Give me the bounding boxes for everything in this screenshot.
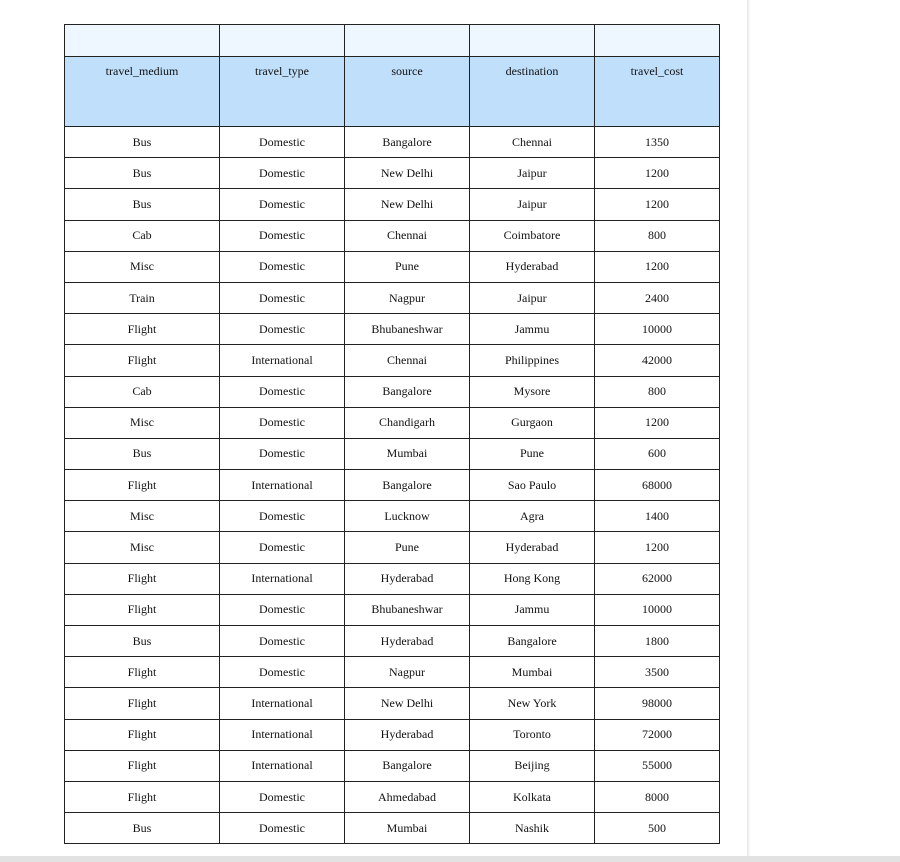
cell-source: Bangalore xyxy=(345,750,470,781)
cell-travel-type: Domestic xyxy=(220,501,345,532)
cell-source: Nagpur xyxy=(345,282,470,313)
cell-travel-medium: Bus xyxy=(65,438,220,469)
cell-travel-cost: 1400 xyxy=(595,501,720,532)
cell-travel-medium: Flight xyxy=(65,563,220,594)
cell-destination: Mysore xyxy=(470,376,595,407)
cell-source: New Delhi xyxy=(345,688,470,719)
cell-travel-type: Domestic xyxy=(220,813,345,844)
cell-travel-type: Domestic xyxy=(220,657,345,688)
cell-source: Lucknow xyxy=(345,501,470,532)
travel-table xyxy=(64,24,720,844)
cell-travel-cost: 1200 xyxy=(595,407,720,438)
table-row xyxy=(65,501,720,532)
cell-destination: Hyderabad xyxy=(470,532,595,563)
table-row xyxy=(65,127,720,158)
table-row xyxy=(65,189,720,220)
cell-travel-cost: 72000 xyxy=(595,719,720,750)
cell-travel-medium: Cab xyxy=(65,220,220,251)
cell-travel-cost: 1200 xyxy=(595,532,720,563)
bottom-scroll-strip xyxy=(0,856,900,862)
cell-destination: Bangalore xyxy=(470,626,595,657)
cell-source: New Delhi xyxy=(345,189,470,220)
cell-source: Bhubaneshwar xyxy=(345,594,470,625)
cell-destination: Hyderabad xyxy=(470,251,595,282)
cell-travel-medium: Bus xyxy=(65,158,220,189)
table-row xyxy=(65,470,720,501)
table-row xyxy=(65,719,720,750)
cell-travel-cost: 800 xyxy=(595,220,720,251)
cell-travel-type: Domestic xyxy=(220,282,345,313)
cell-destination: Agra xyxy=(470,501,595,532)
cell-source: Hyderabad xyxy=(345,626,470,657)
table-row xyxy=(65,407,720,438)
cell-travel-cost: 8000 xyxy=(595,781,720,812)
cell-travel-medium: Flight xyxy=(65,657,220,688)
cell-destination: Toronto xyxy=(470,719,595,750)
cell-travel-cost: 42000 xyxy=(595,345,720,376)
cell-source: Hyderabad xyxy=(345,563,470,594)
cell-source: Mumbai xyxy=(345,813,470,844)
cell-destination: Jammu xyxy=(470,314,595,345)
cell-source: Pune xyxy=(345,532,470,563)
cell-destination: Nashik xyxy=(470,813,595,844)
cell-travel-type: Domestic xyxy=(220,376,345,407)
cell-travel-type: International xyxy=(220,688,345,719)
cell-travel-cost: 500 xyxy=(595,813,720,844)
cell-source: New Delhi xyxy=(345,158,470,189)
cell-source: Bangalore xyxy=(345,470,470,501)
table-row xyxy=(65,314,720,345)
cell-travel-type: International xyxy=(220,345,345,376)
cell-destination: Mumbai xyxy=(470,657,595,688)
table-row xyxy=(65,158,720,189)
cell-travel-type: Domestic xyxy=(220,220,345,251)
table-row xyxy=(65,532,720,563)
cell-travel-type: International xyxy=(220,470,345,501)
cell-travel-type: Domestic xyxy=(220,158,345,189)
cell-travel-type: Domestic xyxy=(220,594,345,625)
column-header-travel-type: travel_type xyxy=(220,57,345,127)
cell-travel-cost: 1200 xyxy=(595,251,720,282)
table-row xyxy=(65,251,720,282)
cell-travel-medium: Misc xyxy=(65,532,220,563)
cell-travel-medium: Flight xyxy=(65,781,220,812)
cell-travel-medium: Flight xyxy=(65,594,220,625)
table-row xyxy=(65,563,720,594)
cell-travel-medium: Flight xyxy=(65,345,220,376)
cell-travel-medium: Flight xyxy=(65,719,220,750)
cell-destination: Jaipur xyxy=(470,189,595,220)
cell-source: Bangalore xyxy=(345,127,470,158)
cell-source: Nagpur xyxy=(345,657,470,688)
cell-travel-cost: 1200 xyxy=(595,189,720,220)
column-header-travel-cost: travel_cost xyxy=(595,57,720,127)
cell-travel-medium: Flight xyxy=(65,470,220,501)
table-row xyxy=(65,657,720,688)
cell-source: Chandigarh xyxy=(345,407,470,438)
table-row xyxy=(65,813,720,844)
cell-destination: Chennai xyxy=(470,127,595,158)
cell-travel-medium: Train xyxy=(65,282,220,313)
cell-travel-type: Domestic xyxy=(220,532,345,563)
table-row xyxy=(65,626,720,657)
cell-destination: Gurgaon xyxy=(470,407,595,438)
table-row xyxy=(65,282,720,313)
cell-destination: Jaipur xyxy=(470,158,595,189)
cell-travel-medium: Flight xyxy=(65,750,220,781)
cell-travel-medium: Misc xyxy=(65,501,220,532)
cell-destination: Kolkata xyxy=(470,781,595,812)
table-row xyxy=(65,750,720,781)
cell-travel-cost: 55000 xyxy=(595,750,720,781)
table-row xyxy=(65,594,720,625)
cell-travel-cost: 800 xyxy=(595,376,720,407)
cell-travel-cost: 98000 xyxy=(595,688,720,719)
cell-travel-medium: Flight xyxy=(65,688,220,719)
cell-travel-type: International xyxy=(220,563,345,594)
cell-travel-medium: Bus xyxy=(65,813,220,844)
table-row xyxy=(65,345,720,376)
cell-source: Pune xyxy=(345,251,470,282)
cell-travel-cost: 68000 xyxy=(595,470,720,501)
page-edge-shadow xyxy=(747,0,751,856)
cell-destination: New York xyxy=(470,688,595,719)
cell-travel-medium: Misc xyxy=(65,251,220,282)
cell-travel-medium: Bus xyxy=(65,189,220,220)
cell-travel-type: International xyxy=(220,719,345,750)
cell-destination: Hong Kong xyxy=(470,563,595,594)
blank-row xyxy=(65,25,720,57)
column-header-destination: destination xyxy=(470,57,595,127)
cell-source: Mumbai xyxy=(345,438,470,469)
cell-destination: Pune xyxy=(470,438,595,469)
cell-travel-type: International xyxy=(220,750,345,781)
cell-travel-cost: 1350 xyxy=(595,127,720,158)
cell-travel-type: Domestic xyxy=(220,407,345,438)
cell-travel-medium: Flight xyxy=(65,314,220,345)
cell-source: Hyderabad xyxy=(345,719,470,750)
cell-travel-medium: Cab xyxy=(65,376,220,407)
cell-travel-medium: Misc xyxy=(65,407,220,438)
table-body xyxy=(65,127,720,844)
blank-cell xyxy=(220,25,345,57)
cell-travel-type: Domestic xyxy=(220,127,345,158)
cell-travel-cost: 3500 xyxy=(595,657,720,688)
blank-cell xyxy=(470,25,595,57)
header-row xyxy=(65,57,720,127)
cell-destination: Coimbatore xyxy=(470,220,595,251)
cell-travel-cost: 1800 xyxy=(595,626,720,657)
cell-destination: Sao Paulo xyxy=(470,470,595,501)
cell-travel-medium: Bus xyxy=(65,626,220,657)
cell-travel-cost: 10000 xyxy=(595,594,720,625)
cell-destination: Jaipur xyxy=(470,282,595,313)
cell-travel-cost: 1200 xyxy=(595,158,720,189)
table-row xyxy=(65,688,720,719)
cell-source: Ahmedabad xyxy=(345,781,470,812)
cell-travel-type: Domestic xyxy=(220,781,345,812)
cell-source: Bangalore xyxy=(345,376,470,407)
table-row xyxy=(65,376,720,407)
column-header-source: source xyxy=(345,57,470,127)
cell-source: Chennai xyxy=(345,345,470,376)
cell-travel-cost: 10000 xyxy=(595,314,720,345)
cell-travel-type: Domestic xyxy=(220,189,345,220)
cell-travel-type: Domestic xyxy=(220,251,345,282)
table-row xyxy=(65,781,720,812)
table-row xyxy=(65,438,720,469)
cell-travel-type: Domestic xyxy=(220,626,345,657)
cell-travel-type: Domestic xyxy=(220,438,345,469)
cell-destination: Beijing xyxy=(470,750,595,781)
cell-destination: Philippines xyxy=(470,345,595,376)
cell-travel-type: Domestic xyxy=(220,314,345,345)
table-row xyxy=(65,220,720,251)
cell-destination: Jammu xyxy=(470,594,595,625)
cell-travel-cost: 62000 xyxy=(595,563,720,594)
blank-cell xyxy=(595,25,720,57)
column-header-travel-medium: travel_medium xyxy=(65,57,220,127)
cell-travel-cost: 600 xyxy=(595,438,720,469)
cell-source: Bhubaneshwar xyxy=(345,314,470,345)
cell-travel-cost: 2400 xyxy=(595,282,720,313)
cell-source: Chennai xyxy=(345,220,470,251)
blank-cell xyxy=(345,25,470,57)
blank-cell xyxy=(65,25,220,57)
cell-travel-medium: Bus xyxy=(65,127,220,158)
